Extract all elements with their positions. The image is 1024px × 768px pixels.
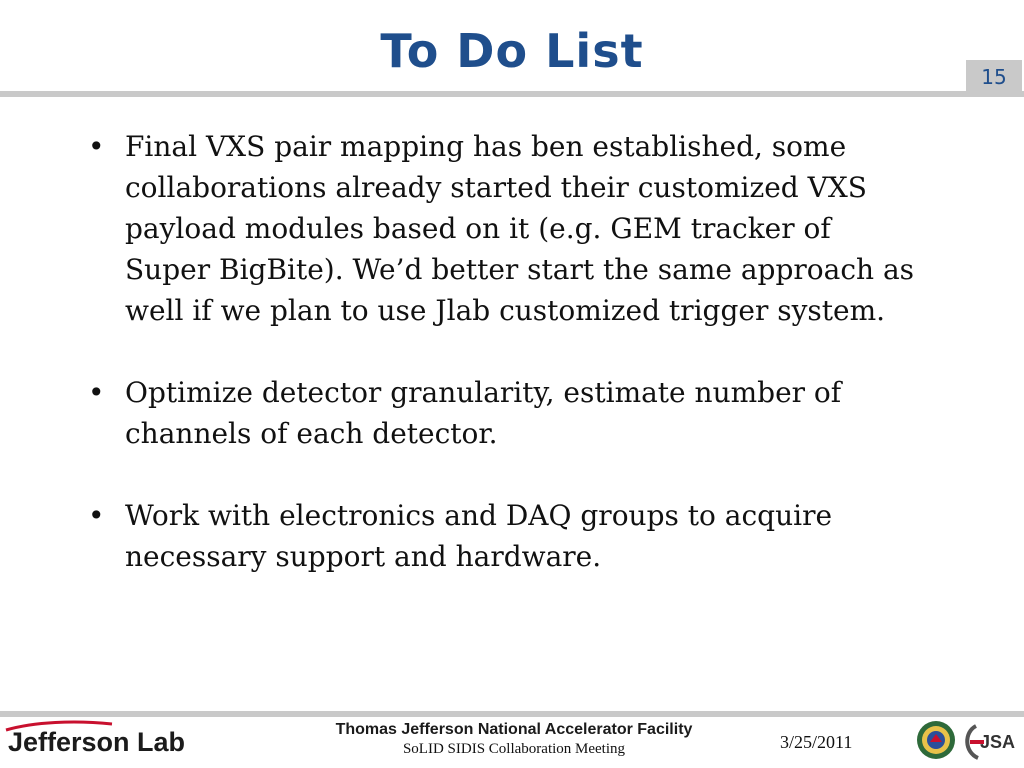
bullet-item [88,495,918,577]
bullet-list [88,126,918,618]
bullet-icon: • [88,130,105,163]
slide-date: 3/25/2011 [780,732,853,752]
doe-seal-icon [916,720,956,760]
jsa-text: JSA [980,732,1016,752]
bullet-item [88,126,918,331]
bullet-item [88,372,918,454]
bullet-icon: • [88,376,105,409]
page-number: 15 [966,60,1022,94]
bullet-icon: • [88,499,105,532]
jsa-logo-icon [962,722,1020,762]
bullet-text: Final VXS pair mapping has ben established, some collaborations already started their customized VXS payload modules based on it (e.g. GEM tracker of Super BigBite). We’d better start the same approach as well if we plan to use Jlab customized trigger system. [125,130,915,327]
bullet-text: Optimize detector granularity, estimate number of channels of each detector. [125,376,842,450]
footer-center [300,720,728,758]
footer-divider [0,711,1024,717]
meeting-name: SoLID SIDIS Collaboration Meeting [402,741,626,757]
jefferson-lab-logo: Jefferson Lab [8,727,186,757]
title-divider [0,91,1024,97]
facility-name: Thomas Jefferson National Accelerator Facility [335,721,693,738]
slide-title: To Do List [380,24,644,78]
bullet-text: Work with electronics and DAQ groups to acquire necessary support and hardware. [125,499,833,573]
